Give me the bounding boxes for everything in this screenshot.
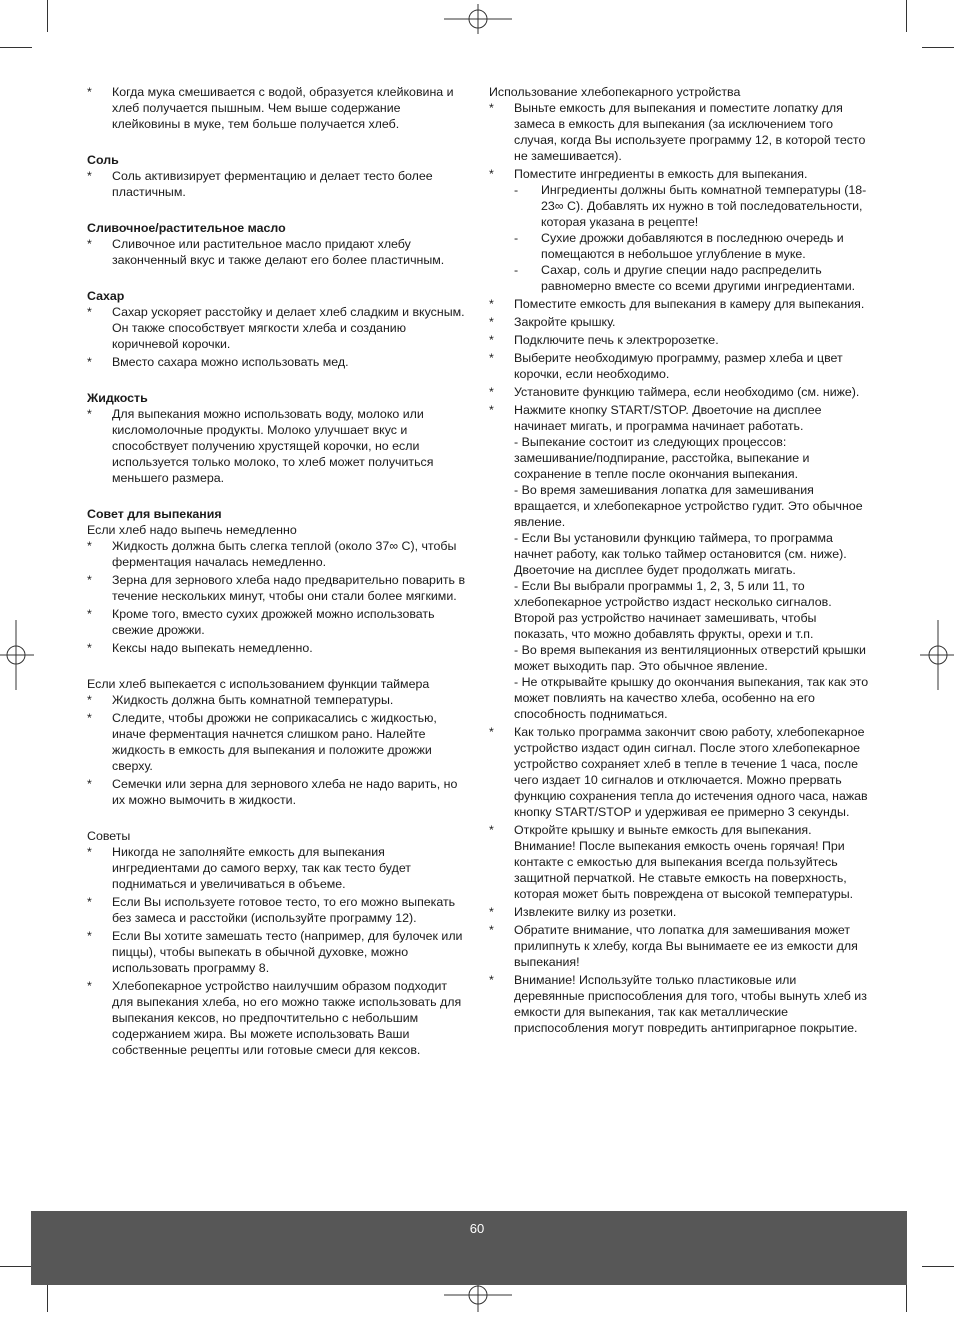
list-item-text: Если Вы хотите замешать тесто (например, для булочек или пиццы), чтобы выпекать в обычной духовке, можно использовать программу 8. [112, 929, 463, 975]
intro-list [87, 84, 467, 132]
list-item [489, 904, 869, 920]
list-item-text: Соль активизирует ферментацию и делает тесто более пластичным. [112, 169, 433, 199]
list-item-text: Для выпекания можно использовать воду, молоко или кисломолочные продукты. Молоко улучшает вкус и способствует получению хрустящей корочки, но если используется только молоко, то хлеб может получиться меньшего размера. [112, 407, 434, 485]
crop-mark [906, 0, 907, 32]
salt-list [87, 168, 467, 200]
list-item [489, 922, 869, 970]
page-number: 60 [469, 1221, 485, 1236]
bullet-asterisk: * [87, 979, 92, 993]
bullet-asterisk: * [87, 407, 92, 421]
list-item [87, 692, 467, 708]
list-item [87, 304, 467, 352]
bullet-asterisk: * [489, 351, 494, 365]
paragraph-line: - Не открывайте крышку до окончания выпекания, так как это может повлиять на качество хлеба, особенно на его способность подниматься. [514, 675, 869, 721]
crop-mark [922, 1266, 954, 1267]
list-item [489, 296, 869, 312]
list-item [87, 928, 467, 976]
list-item [87, 776, 467, 808]
list-item-text: Никогда не заполняйте емкость для выпекания ингредиентами до самого верху, так как тесто будет подниматься и увеличиваться в объеме. [112, 845, 411, 891]
registration-mark-top [444, 4, 512, 34]
list-item-text: Зерна для зернового хлеба надо предварительно поварить в течение нескольких минут, чтобы они стали более мягкими. [112, 573, 466, 603]
crop-mark [922, 47, 954, 48]
bullet-asterisk: * [489, 385, 494, 399]
bullet-asterisk: * [489, 823, 494, 837]
crop-mark [0, 1266, 32, 1267]
list-item [87, 538, 467, 570]
liquid-list [87, 406, 467, 486]
paragraph-line: Нажмите кнопку START/STOP. Двоеточие на дисплее начинает мигать, и программа начинает работать. [514, 403, 822, 433]
bullet-asterisk: * [489, 725, 494, 739]
right-column [489, 84, 869, 1038]
list-item [489, 166, 869, 294]
list-item [489, 384, 869, 400]
bullet-asterisk: * [489, 923, 494, 937]
final-steps-list [489, 724, 869, 1036]
list-item-text: Если Вы используете готовое тесто, то его можно выпекать без замеса и расстойки (используйте программу 12). [112, 895, 456, 925]
tips-subheading: Советы [87, 829, 131, 843]
list-item-text: Хлебопекарное устройство наилучшим образом подходит для выпекания хлеба, но его можно также использовать для выпекания кексов, но предпочтительно с небольшим содержанием жира. Вы можете использовать Ваши собственные рецепты или готовые смеси для кексов. [112, 979, 462, 1057]
paragraph-line: - Если Вы установили функцию таймера, то программа начнет работу, как только таймер остановится (см. ниже). Двоеточие на дисплее будет продолжать мигать. [514, 531, 847, 577]
section-heading-liquid: Жидкость [87, 391, 148, 405]
list-item [87, 640, 467, 656]
section-heading-salt: Соль [87, 153, 119, 167]
list-item [87, 844, 467, 892]
bullet-asterisk: * [87, 711, 92, 725]
ingredient-sublist [514, 182, 869, 294]
list-item-text: Поместите ингредиенты в емкость для выпекания. [514, 167, 808, 181]
bullet-asterisk: * [489, 333, 494, 347]
bullet-asterisk: * [489, 403, 494, 417]
list-item-text: Поместите емкость для выпекания в камеру для выпекания. [514, 297, 865, 311]
list-item-text: Когда мука смешивается с водой, образуется клейковина и хлеб получается пышным. Чем выше содержание клейковины в муке, тем больше получается хлеб. [112, 85, 454, 131]
bullet-asterisk: * [87, 777, 92, 791]
list-item-text: Кроме того, вместо сухих дрожжей можно использовать свежие дрожжи. [112, 607, 435, 637]
list-item [87, 572, 467, 604]
registration-mark-right [920, 620, 954, 690]
list-item [87, 168, 467, 200]
advice-list [87, 538, 467, 656]
list-item [87, 894, 467, 926]
list-item [87, 406, 467, 486]
dash-marker: - [514, 183, 519, 197]
timer-subheading: Если хлеб выпекается с использованием функции таймера [87, 677, 430, 691]
bullet-asterisk: * [87, 845, 92, 859]
list-item-text: Жидкость должна быть слегка теплой (около 37∞ C), чтобы ферментация началась немедленно. [112, 539, 457, 569]
list-item-text: Установите функцию таймера, если необходимо (см. ниже). [514, 385, 860, 399]
bullet-asterisk: * [87, 539, 92, 553]
bullet-asterisk: * [87, 169, 92, 183]
bullet-asterisk: * [489, 973, 494, 987]
list-item [489, 100, 869, 164]
bullet-asterisk: * [489, 101, 494, 115]
bullet-asterisk: * [87, 895, 92, 909]
paragraph-line: - Выпекание состоит из следующих процессов: замешивание/подпирание, расстойка, выпекание и сохранение в тепле после окончания выпекания. [514, 435, 810, 481]
list-item-text: Выньте емкость для выпекания и поместите лопатку для замеса в емкость для выпекания (за исключением того случая, когда Вы используете программу 12, в которой тесто не замешивается). [514, 101, 866, 163]
list-item [489, 350, 869, 382]
list-item [489, 724, 869, 820]
list-item-text: Вместо сахара можно использовать мед. [112, 355, 349, 369]
list-item-text: Следите, чтобы дрожжи не соприкасались с жидкостью, иначе ферментация начнется слишком рано. Налейте жидкость в емкость для выпекания и положите дрожжи сверху. [112, 711, 437, 773]
advice-subheading: Если хлеб надо выпечь немедленно [87, 523, 297, 537]
bullet-asterisk: * [87, 693, 92, 707]
list-item [87, 84, 467, 132]
list-item [87, 236, 467, 268]
list-item [87, 710, 467, 774]
sub-list-item [514, 230, 869, 262]
section-heading-butter: Сливочное/растительное масло [87, 221, 286, 235]
list-item-text: Извлеките вилку из розетки. [514, 905, 677, 919]
sub-list-item-text: Сухие дрожжи добавляются в последнюю очередь и помещаются в небольшое углубление в муке. [541, 231, 844, 261]
list-item [489, 972, 869, 1036]
list-item-text: Откройте крышку и выньте емкость для выпекания. Внимание! После выпекания емкость очень горячая! При контакте с емкостью для выпекания всегда пользуйтесь защитной перчаткой. Не ставьте емкость на поверхность, которая может быть повреждена от высокой температуры. [514, 823, 854, 901]
crop-mark [0, 47, 32, 48]
dash-marker: - [514, 231, 519, 245]
list-item-text: Сливочное или растительное масло придают хлебу законченный вкус и также делают его более пластичным. [112, 237, 445, 267]
section-heading-advice: Совет для выпекания [87, 507, 222, 521]
paragraph-line: - Во время замешивания лопатка для замешивания вращается, и хлебопекарное устройство гудит. Это обычное явление. [514, 483, 863, 529]
bullet-asterisk: * [489, 905, 494, 919]
sub-list-item-text: Сахар, соль и другие специи надо распределить равномерно вместе со всеми другими ингредиентами. [541, 263, 856, 293]
list-item-text: Обратите внимание, что лопатка для замешивания может прилипнуть к хлебу, когда Вы вынимаете ее из емкости для выпекания! [514, 923, 858, 969]
list-item-text: Подключите печь к электророзетке. [514, 333, 719, 347]
list-item-text: Закройте крышку. [514, 315, 616, 329]
list-item [87, 354, 467, 370]
timer-list [87, 692, 467, 808]
bullet-asterisk: * [87, 607, 92, 621]
list-item [489, 314, 869, 330]
list-item [87, 606, 467, 638]
bullet-asterisk: * [489, 297, 494, 311]
registration-mark-left [0, 620, 34, 690]
list-item-start [489, 402, 869, 722]
bullet-asterisk: * [87, 355, 92, 369]
steps-list [489, 296, 869, 400]
bullet-asterisk: * [489, 315, 494, 329]
list-item-text: Жидкость должна быть комнатной температуры. [112, 693, 394, 707]
start-item-lines [514, 402, 869, 722]
list-item-text: Семечки или зерна для зернового хлеба не надо варить, но их можно вымочить в жидкости. [112, 777, 458, 807]
sugar-list [87, 304, 467, 370]
bullet-asterisk: * [87, 573, 92, 587]
list-item-text: Внимание! Используйте только пластиковые или деревянные приспособления для того, чтобы вынуть хлеб из емкости для выпекания, так как металлические приспособления могут повредить антипригарное покрытие. [514, 973, 867, 1035]
list-item-text: Сахар ускоряет расстойку и делает хлеб сладким и вкусным. Он также способствует мягкости хлеба и созданию коричневой корочки. [112, 305, 465, 351]
sub-list-item-text: Ингредиенты должны быть комнатной температуры (18-23∞ C). Добавлять их нужно в той последовательности, которая указана в рецепте! [541, 183, 867, 229]
sub-list-item [514, 182, 869, 230]
paragraph-line: - Во время выпекания из вентиляционных отверстий крышки может выходить пар. Это обычное явление. [514, 643, 866, 673]
bullet-asterisk: * [87, 85, 92, 99]
bullet-asterisk: * [87, 929, 92, 943]
crop-mark [47, 0, 48, 32]
list-item-text: Кексы надо выпекать немедленно. [112, 641, 313, 655]
tips-list [87, 844, 467, 1058]
list-item [489, 822, 869, 902]
list-item [489, 332, 869, 348]
left-column [87, 84, 467, 1060]
list-item-text: Как только программа закончит свою работу, хлебопекарное устройство издаст один сигнал. После этого хлебопекарное устройство сохраняет хлеб в тепле в течение 1 часа, после чего издает 10 сигналов и отключается. Можно прервать функцию сохранения тепла до истечения одного часа, нажав кнопку START/STOP и удерживая ее примерно 3 секунды. [514, 725, 868, 819]
bullet-asterisk: * [87, 641, 92, 655]
paragraph-line: - Если Вы выбрали программы 1, 2, 3, 5 или 11, то хлебопекарное устройство издаст несколько сигналов. Второй раз устройство начинает замешивать, чтобы показать, что можно добавлять фрукты, орехи и т.п. [514, 579, 832, 641]
bullet-asterisk: * [87, 305, 92, 319]
list-item-text: Выберите необходимую программу, размер хлеба и цвет корочки, если необходимо. [514, 351, 843, 381]
butter-list [87, 236, 467, 268]
bullet-asterisk: * [489, 167, 494, 181]
dash-marker: - [514, 263, 519, 277]
sub-list-item [514, 262, 869, 294]
section-heading-sugar: Сахар [87, 289, 125, 303]
list-item [87, 978, 467, 1058]
section-title-usage: Использование хлебопекарного устройства [489, 85, 741, 99]
bullet-asterisk: * [87, 237, 92, 251]
